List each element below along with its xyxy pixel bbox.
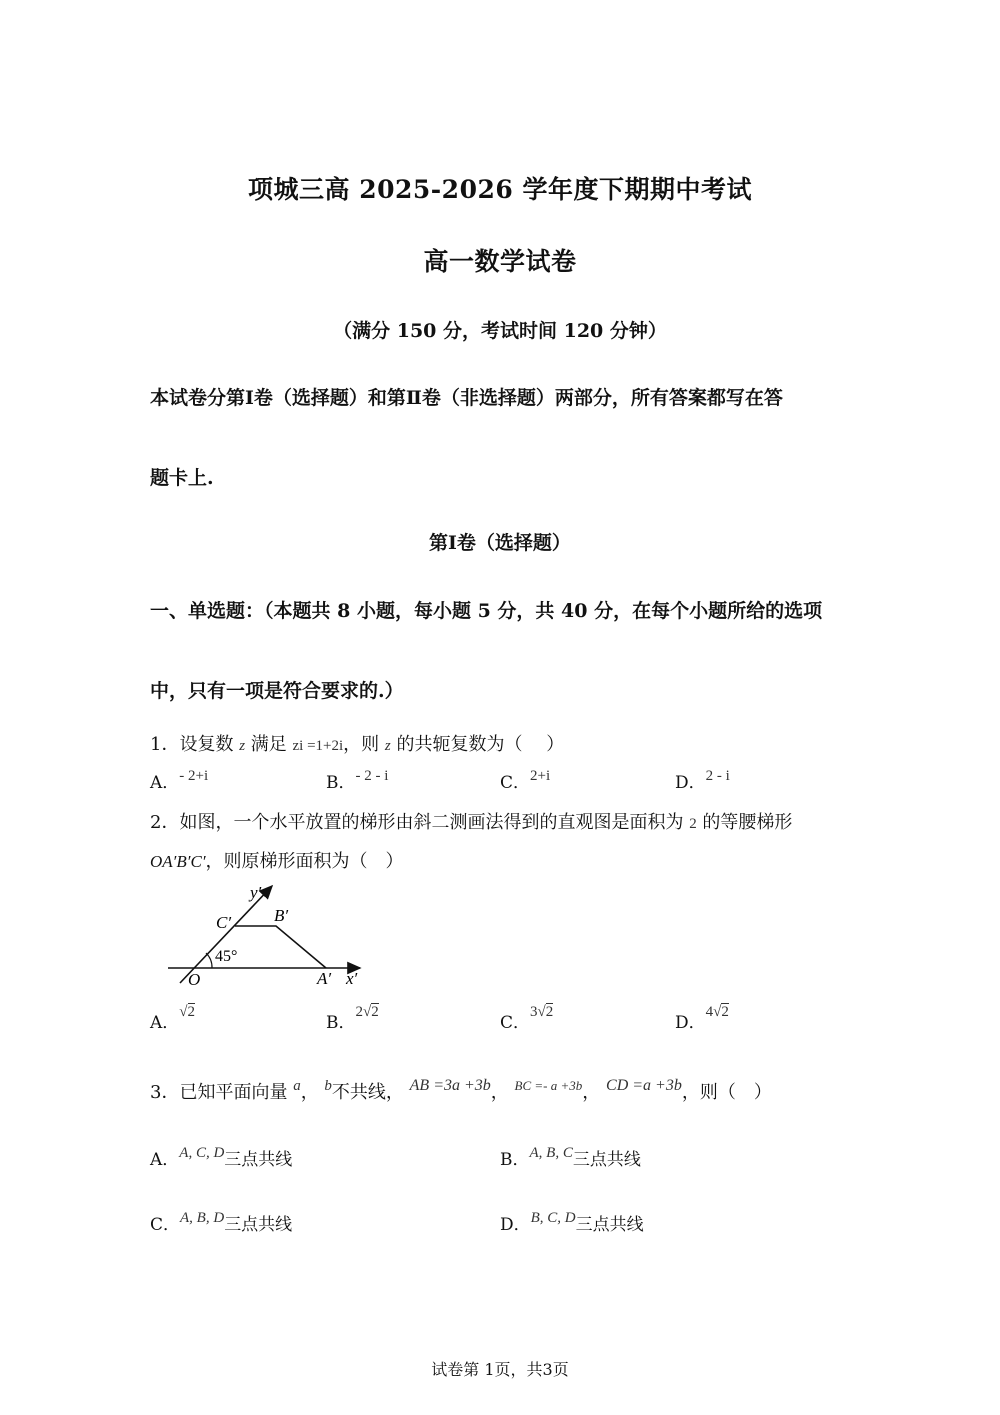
trapezoid-edges	[235, 926, 326, 968]
volume-title: 第Ⅰ卷（选择题）	[429, 532, 571, 554]
vector-a: a	[293, 1078, 301, 1094]
question-3: 3．已知平面向量 $^a$， $^b$不共线， AB =3a +3b， $^{BC =- a +3b}$， CD =a +3b，则（ ）	[150, 1077, 772, 1103]
x-axis-label: x′	[346, 969, 358, 988]
q3-option-c[interactable]: C．A, B, D三点共线	[150, 1210, 293, 1235]
q1-option-b[interactable]: B．- 2 - i	[326, 768, 389, 793]
q2-option-c[interactable]: C．3√2	[500, 1004, 554, 1033]
question-1: 1．设复数 z 满足 zi =1+2i，则 z 的共轭复数为（ ）	[150, 734, 565, 755]
exam-subtitle: 高一数学试卷	[423, 247, 577, 276]
y-axis-label: y′	[250, 883, 262, 902]
vector-ab: AB =3a +3b	[409, 1077, 491, 1094]
point-c-label: C′	[216, 913, 232, 932]
sqrt-expression: √2	[179, 1004, 196, 1020]
question-number: 1．	[150, 734, 180, 755]
intro-line-2: 题卡上.	[150, 467, 214, 489]
q1-option-a[interactable]: A．- 2+i	[150, 768, 209, 793]
q2-option-a[interactable]: A．√2	[150, 1004, 196, 1033]
point-a-label: A′	[317, 969, 332, 988]
question-2-line-1: 2．如图，一个水平放置的梯形由斜二测画法得到的直观图是面积为 2 的等腰梯形	[150, 812, 793, 833]
math-expression: z	[384, 738, 391, 754]
math-expression: zi =1+2i	[292, 738, 344, 754]
q2-option-b[interactable]: B．2√2	[326, 1004, 379, 1033]
q3-option-d[interactable]: D．B, C, D三点共线	[500, 1210, 644, 1235]
question-number: 2．	[150, 812, 180, 833]
vector-bc: BC =- a +3b	[514, 1078, 583, 1093]
point-b-label: B′	[274, 906, 289, 925]
q1-option-c[interactable]: C．2+i	[500, 768, 551, 793]
exam-title: 项城三高 2025-2026 学年度下期期中考试	[248, 175, 752, 204]
question-2-line-2: OA′B′C′，则原梯形面积为（ ）	[150, 851, 404, 872]
vector-b: b	[324, 1078, 332, 1094]
sqrt-expression: 2√2	[355, 1004, 379, 1020]
q1-option-d[interactable]: D．2 - i	[675, 768, 730, 793]
question-number: 3．	[150, 1082, 180, 1103]
sqrt-expression: 4√2	[705, 1004, 729, 1020]
section-heading-line-1: 一、单选题：（本题共 8 小题，每小题 5 分，共 40 分，在每个小题所给的选项	[150, 600, 823, 622]
score-info: （满分 150 分，考试时间 120 分钟）	[333, 320, 667, 342]
q3-option-a[interactable]: A．A, C, D三点共线	[150, 1145, 293, 1170]
vector-cd: CD =a +3b	[606, 1077, 682, 1094]
section-heading-line-2: 中，只有一项是符合要求的.）	[150, 680, 404, 702]
page-footer: 试卷第 1页，共3页	[431, 1360, 569, 1379]
math-expression: z	[239, 738, 246, 754]
trapezoid-figure	[160, 878, 370, 990]
q2-option-d[interactable]: D．4√2	[675, 1004, 729, 1033]
angle-label: 45°	[215, 948, 238, 965]
q3-option-b[interactable]: B．A, B, C三点共线	[500, 1145, 641, 1170]
origin-label: O	[188, 970, 201, 989]
sqrt-expression: 3√2	[530, 1004, 554, 1020]
intro-line-1: 本试卷分第Ⅰ卷（选择题）和第Ⅱ卷（非选择题）两部分，所有答案都写在答	[150, 387, 783, 409]
